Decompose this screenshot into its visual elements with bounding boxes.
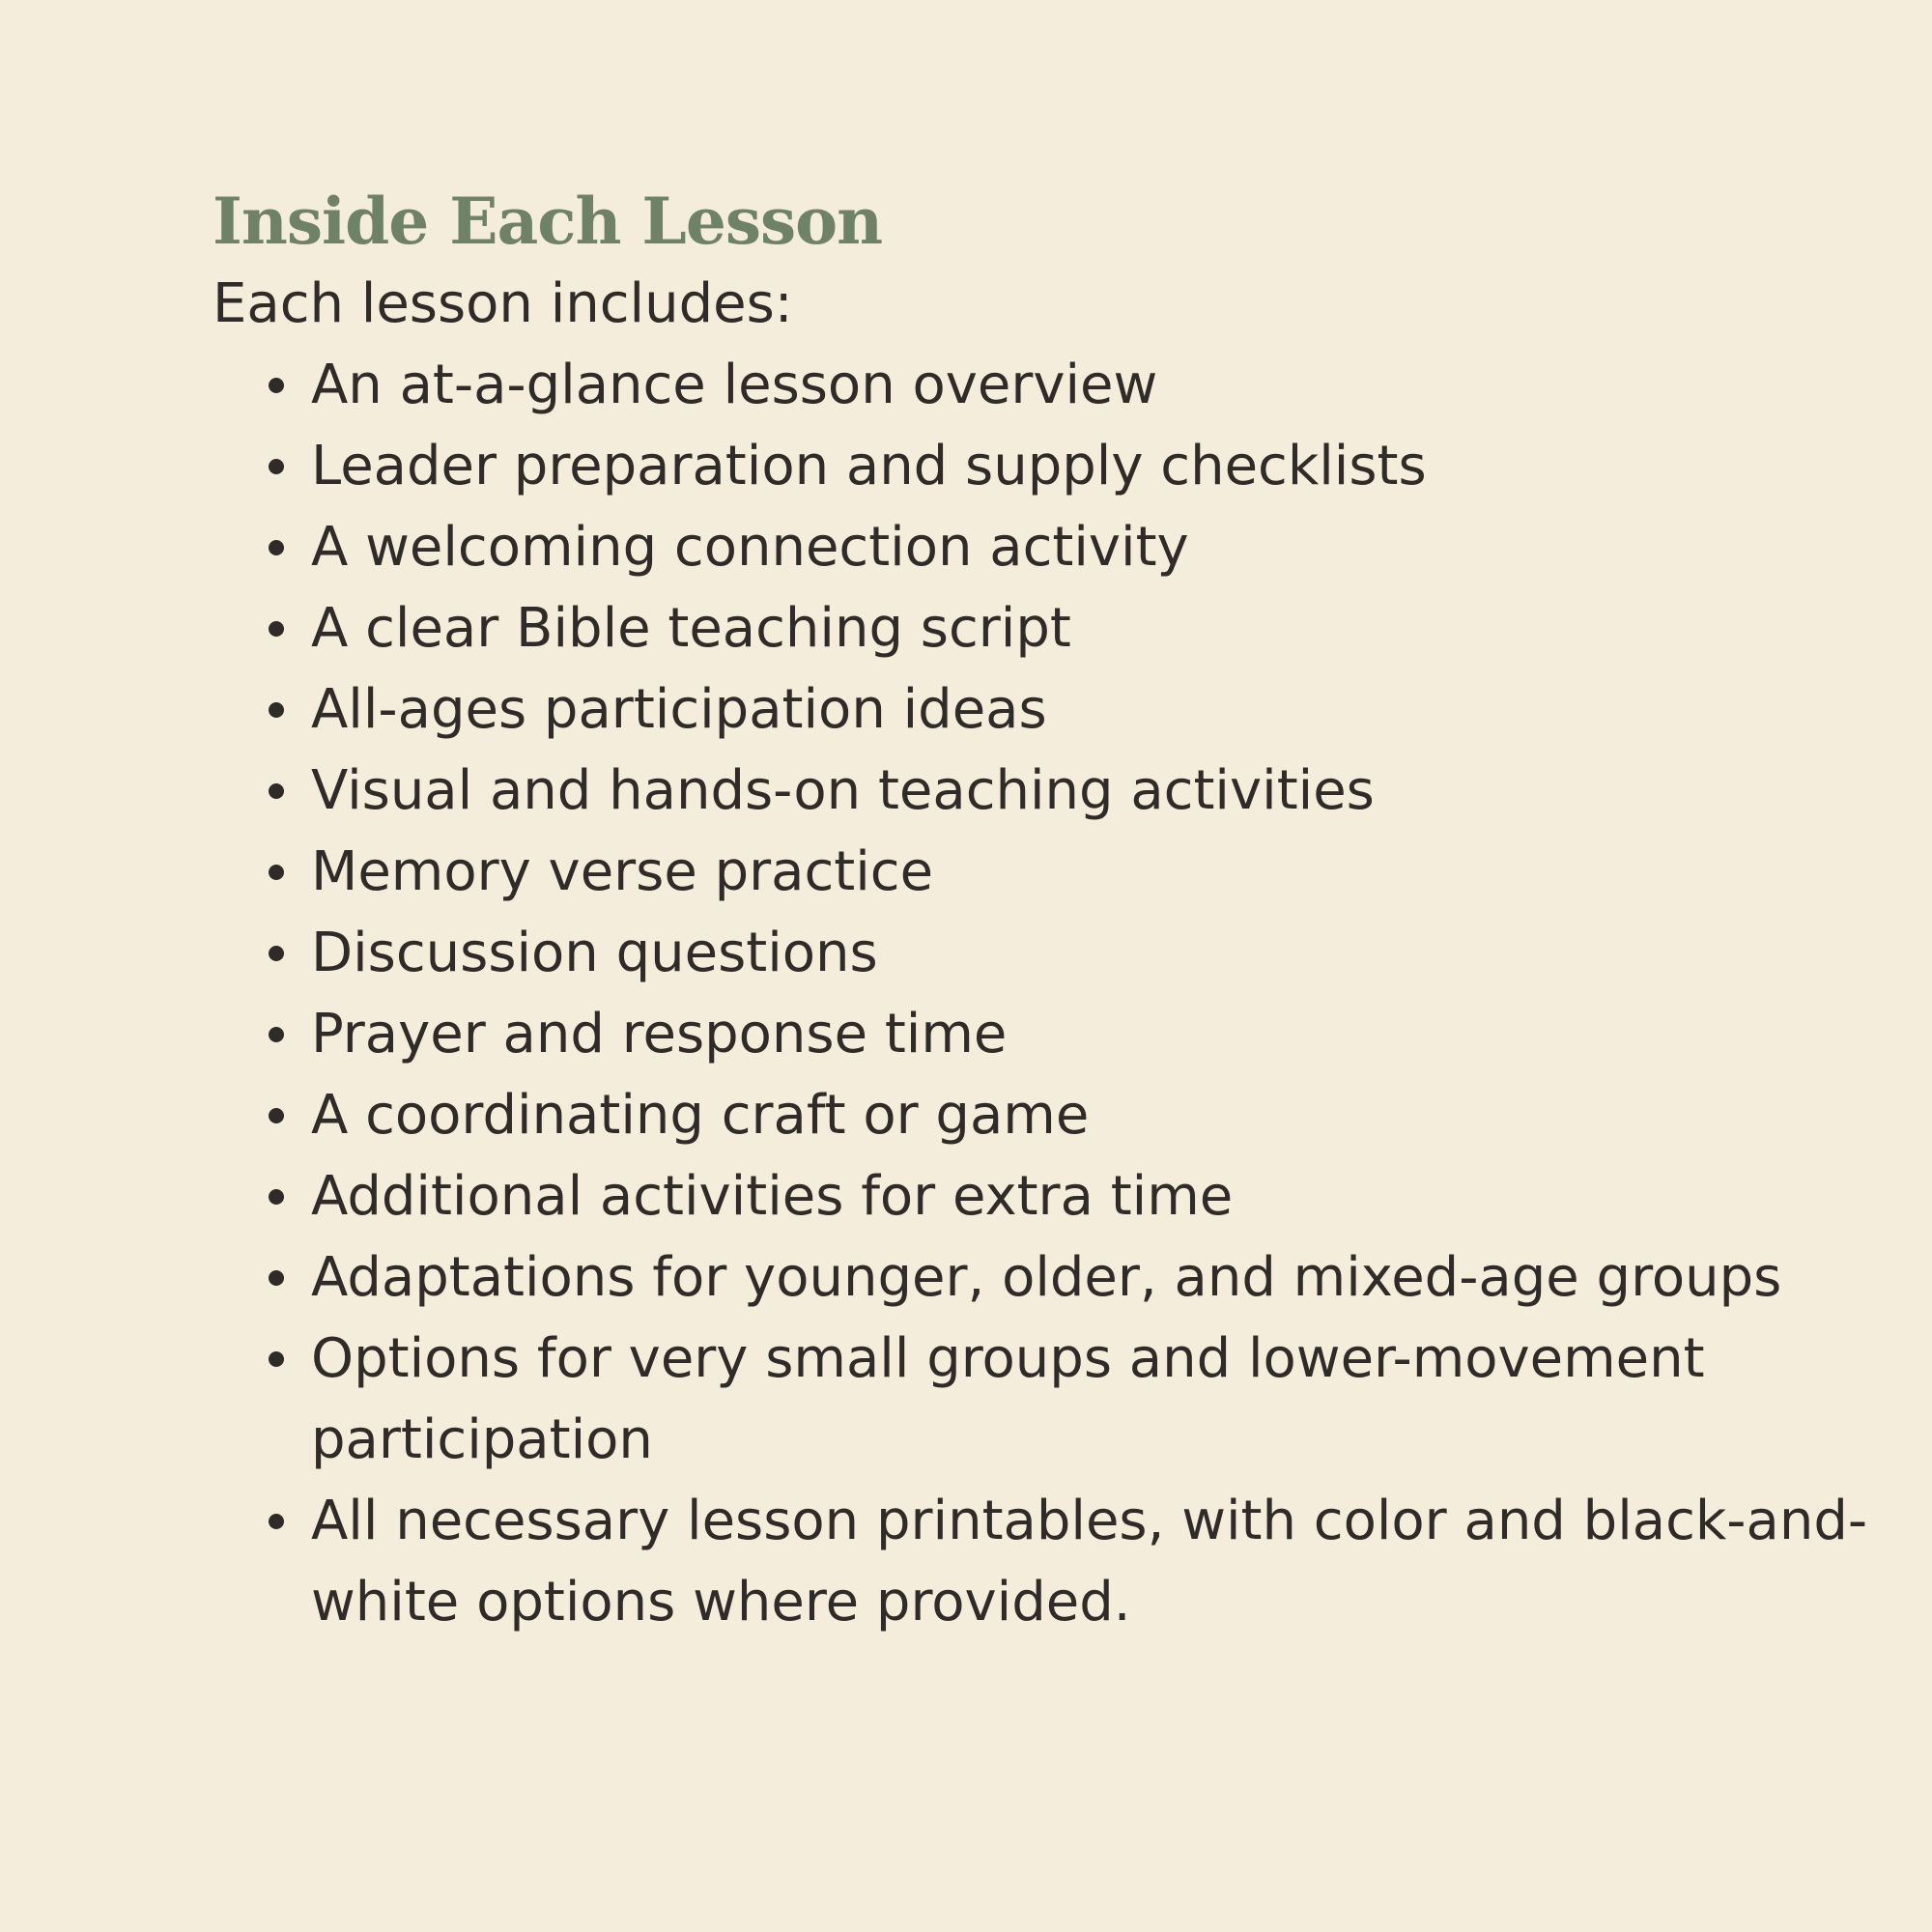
list-item bbox=[213, 345, 1913, 426]
bullet-dot-icon bbox=[269, 946, 284, 961]
list-item-text: A clear Bible teaching script bbox=[311, 597, 1071, 660]
list-item-text: All-ages participation ideas bbox=[311, 678, 1047, 741]
list-item bbox=[213, 507, 1913, 588]
lesson-contents-section bbox=[213, 179, 1913, 1643]
bullet-dot-icon bbox=[269, 378, 284, 393]
bullet-dot-icon bbox=[269, 865, 284, 880]
list-item bbox=[213, 1075, 1913, 1156]
list-item-text: Discussion questions bbox=[311, 922, 878, 984]
page-title: Inside Each Lesson bbox=[213, 184, 883, 259]
lesson-items-list bbox=[213, 345, 1913, 1643]
list-item-text: Additional activities for extra time bbox=[311, 1165, 1234, 1228]
list-item bbox=[213, 751, 1913, 832]
bullet-dot-icon bbox=[269, 1189, 284, 1205]
list-item bbox=[213, 832, 1913, 913]
list-item-text: Leader preparation and supply checklists bbox=[311, 435, 1427, 497]
list-item-text: A coordinating craft or game bbox=[311, 1084, 1090, 1147]
bullet-dot-icon bbox=[269, 702, 284, 718]
list-item bbox=[213, 588, 1913, 669]
bullet-dot-icon bbox=[269, 540, 284, 555]
list-item bbox=[213, 1481, 1913, 1643]
list-item-text: Options for very small groups and lower-movement participation bbox=[311, 1327, 1705, 1471]
list-item bbox=[213, 426, 1913, 507]
list-item-text: Prayer and response time bbox=[311, 1003, 1008, 1065]
list-item bbox=[213, 1156, 1913, 1237]
list-item bbox=[213, 669, 1913, 751]
list-item bbox=[213, 1319, 1913, 1481]
bullet-dot-icon bbox=[269, 1351, 284, 1367]
list-item bbox=[213, 1237, 1913, 1319]
list-item-text: An at-a-glance lesson overview bbox=[311, 354, 1158, 416]
bullet-dot-icon bbox=[269, 1270, 284, 1286]
list-item-text: Memory verse practice bbox=[311, 840, 934, 903]
list-item-text: Visual and hands-on teaching activities bbox=[311, 759, 1375, 822]
list-item bbox=[213, 994, 1913, 1075]
bullet-dot-icon bbox=[269, 1027, 284, 1042]
bullet-dot-icon bbox=[269, 1514, 284, 1529]
list-item-text: A welcoming connection activity bbox=[311, 516, 1189, 579]
intro-text: Each lesson includes: bbox=[213, 272, 793, 335]
bullet-dot-icon bbox=[269, 1108, 284, 1123]
bullet-dot-icon bbox=[269, 783, 284, 799]
list-item bbox=[213, 913, 1913, 994]
list-item-text: All necessary lesson printables, with color and black-and-white options where provided. bbox=[311, 1490, 1868, 1634]
bullet-dot-icon bbox=[269, 621, 284, 637]
list-item-text: Adaptations for younger, older, and mixed-age groups bbox=[311, 1246, 1782, 1309]
bullet-dot-icon bbox=[269, 459, 284, 474]
